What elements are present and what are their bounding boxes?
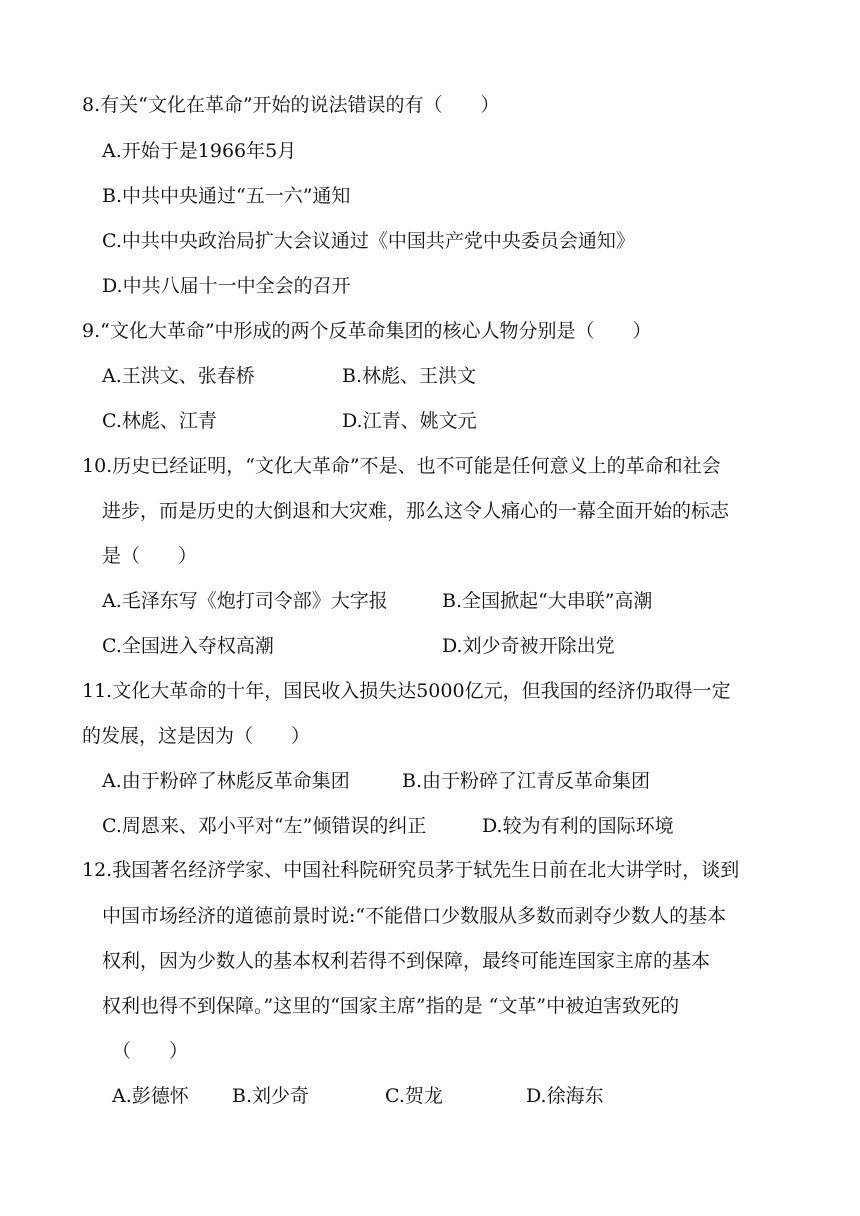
question-11-stem-line-2: 的发展，这是因为（ ） (82, 725, 311, 747)
question-11-option-d: D.较为有利的国际环境 (482, 815, 674, 837)
question-10-option-b: B.全国掀起“大串联”高潮 (442, 590, 653, 612)
question-10-option-a: A.毛泽东写《炮打司令部》大字报 (102, 590, 388, 612)
question-11-stem-line-1: 11.文化大革命的十年，国民收入损失达5000亿元，但我国的经济仍取得一定 (82, 680, 731, 702)
question-9-option-b: B.林彪、王洪文 (342, 365, 477, 387)
question-12-option-b: B.刘少奇 (232, 1085, 310, 1107)
question-11-option-b: B.由于粉碎了江青反革命集团 (402, 770, 651, 792)
question-10-stem-line-3: 是（ ） (102, 545, 198, 567)
question-11-option-c: C.周恩来、邓小平对“左”倾错误的纠正 (102, 815, 427, 837)
question-9-stem: 9.“文化大革命”中形成的两个反革命集团的核心人物分别是（ ） (82, 320, 652, 342)
question-12-option-d: D.徐海东 (526, 1085, 604, 1107)
question-8-stem: 8.有关“文化在革命”开始的说法错误的有（ ） (82, 94, 500, 116)
question-12-option-a: A.彭德怀 (112, 1085, 189, 1107)
question-9-option-d: D.江青、姚文元 (342, 410, 477, 432)
question-8-option-b: B.中共中央通过“五一六”通知 (102, 185, 351, 207)
question-10-stem-line-2: 进步，而是历史的大倒退和大灾难，那么这令人痛心的一幕全面开始的标志 (102, 500, 730, 522)
question-11-option-a: A.由于粉碎了林彪反革命集团 (102, 770, 350, 792)
question-12-stem-line-4: 权利也得不到保障。”这里的“国家主席”指的是 “文革”中被迫害致死的 (102, 995, 680, 1017)
question-10-option-c: C.全国进入夺权高潮 (102, 635, 274, 657)
question-8-option-c: C.中共中央政治局扩大会议通过《中国共产党中央委员会通知》 (102, 230, 635, 252)
question-12-stem-line-5: （ ） (112, 1040, 189, 1062)
question-8-option-a: A.开始于是1966年5月 (102, 140, 297, 162)
question-12-option-c: C.贺龙 (385, 1085, 443, 1107)
question-9-option-c: C.林彪、江青 (102, 410, 217, 432)
question-12-stem-line-2: 中国市场经济的道德前景时说:“不能借口少数服从多数而剥夺少数人的基本 (102, 905, 727, 927)
question-10-stem-line-1: 10.历史已经证明，“文化大革命”不是、也不可能是任何意义上的革命和社会 (82, 455, 721, 477)
question-8-option-d: D.中共八届十一中全会的召开 (102, 275, 351, 297)
question-10-option-d: D.刘少奇被开除出党 (442, 635, 615, 657)
question-9-option-a: A.王洪文、张春桥 (102, 365, 255, 387)
question-12-stem-line-3: 权利，因为少数人的基本权利若得不到保障，最终可能连国家主席的基本 (102, 950, 711, 972)
question-12-stem-line-1: 12.我国著名经济学家、中国社科院研究员茅于轼先生日前在北大讲学时，谈到 (82, 859, 740, 881)
